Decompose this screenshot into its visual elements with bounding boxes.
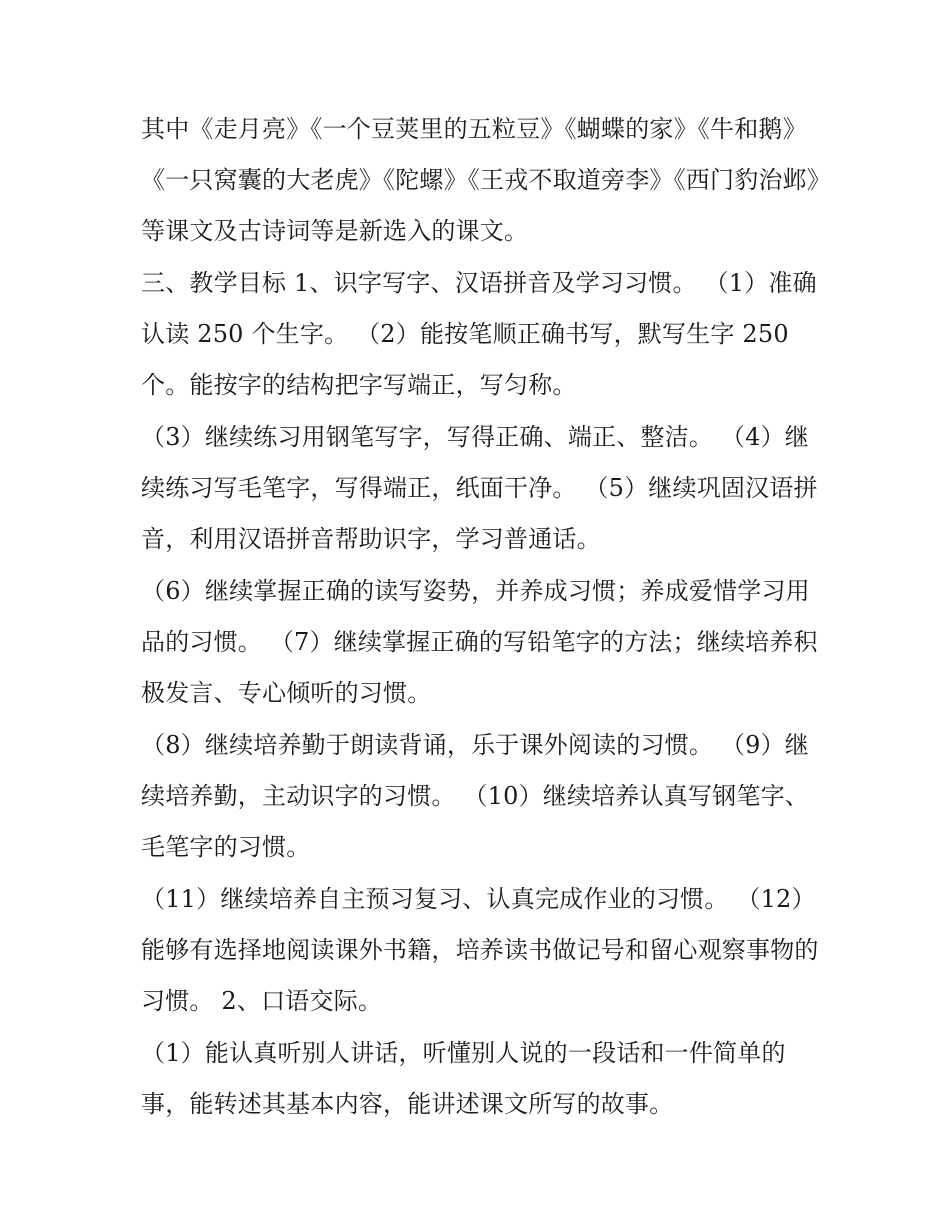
paragraph-goals-3-5: （3）继续练习用钢笔写字，写得正确、端正、整洁。 （4）继续练习写毛笔字，写得端正，纸面干净。 （5）继续巩固汉语拼音，利用汉语拼音帮助识字，学习普通话。 — [141, 423, 818, 553]
paragraph-goals-11-12: （11）继续培养自主预习复习、认真完成作业的习惯。 （12）能够有选择地阅读课外书籍，培养读书做记号和留心观察事物的习惯。 2、口语交际。 — [141, 885, 819, 1015]
paragraph-goals-6-7: （6）继续掌握正确的读写姿势，并养成习惯；养成爱惜学习用品的习惯。 （7）继续掌握正确的写铅笔字的方法；继续培养积极发言、专心倾听的习惯。 — [141, 577, 818, 707]
paragraph-teaching-goals: 三、教学目标 1、识字写字、汉语拼音及学习习惯。 （1）准确认读 250 个生字。 （2）能按笔顺正确书写，默写生字 250 个。能按字的结构把字写端正，写匀称。 — [141, 269, 817, 399]
paragraph-oral-communication: （1）能认真听别人讲话，听懂别人说的一段话和一件简单的事，能转述其基本内容，能讲述课文所写的故事。 — [141, 1039, 786, 1118]
paragraph-new-lessons: 其中《走月亮》《一个豆荚里的五粒豆》《蝴蝶的家》《牛和鹅》《一只窝囊的大老虎》《陀螺》《王戎不取道旁李》《西门豹治邺》等课文及古诗词等是新选入的课文。 — [141, 115, 819, 245]
document-body — [141, 104, 821, 1131]
paragraph-goals-8-10: （8）继续培养勤于朗读背诵，乐于课外阅读的习惯。 （9）继续培养勤，主动识字的习惯。 （10）继续培养认真写钢笔字、毛笔字的习惯。 — [141, 731, 809, 861]
